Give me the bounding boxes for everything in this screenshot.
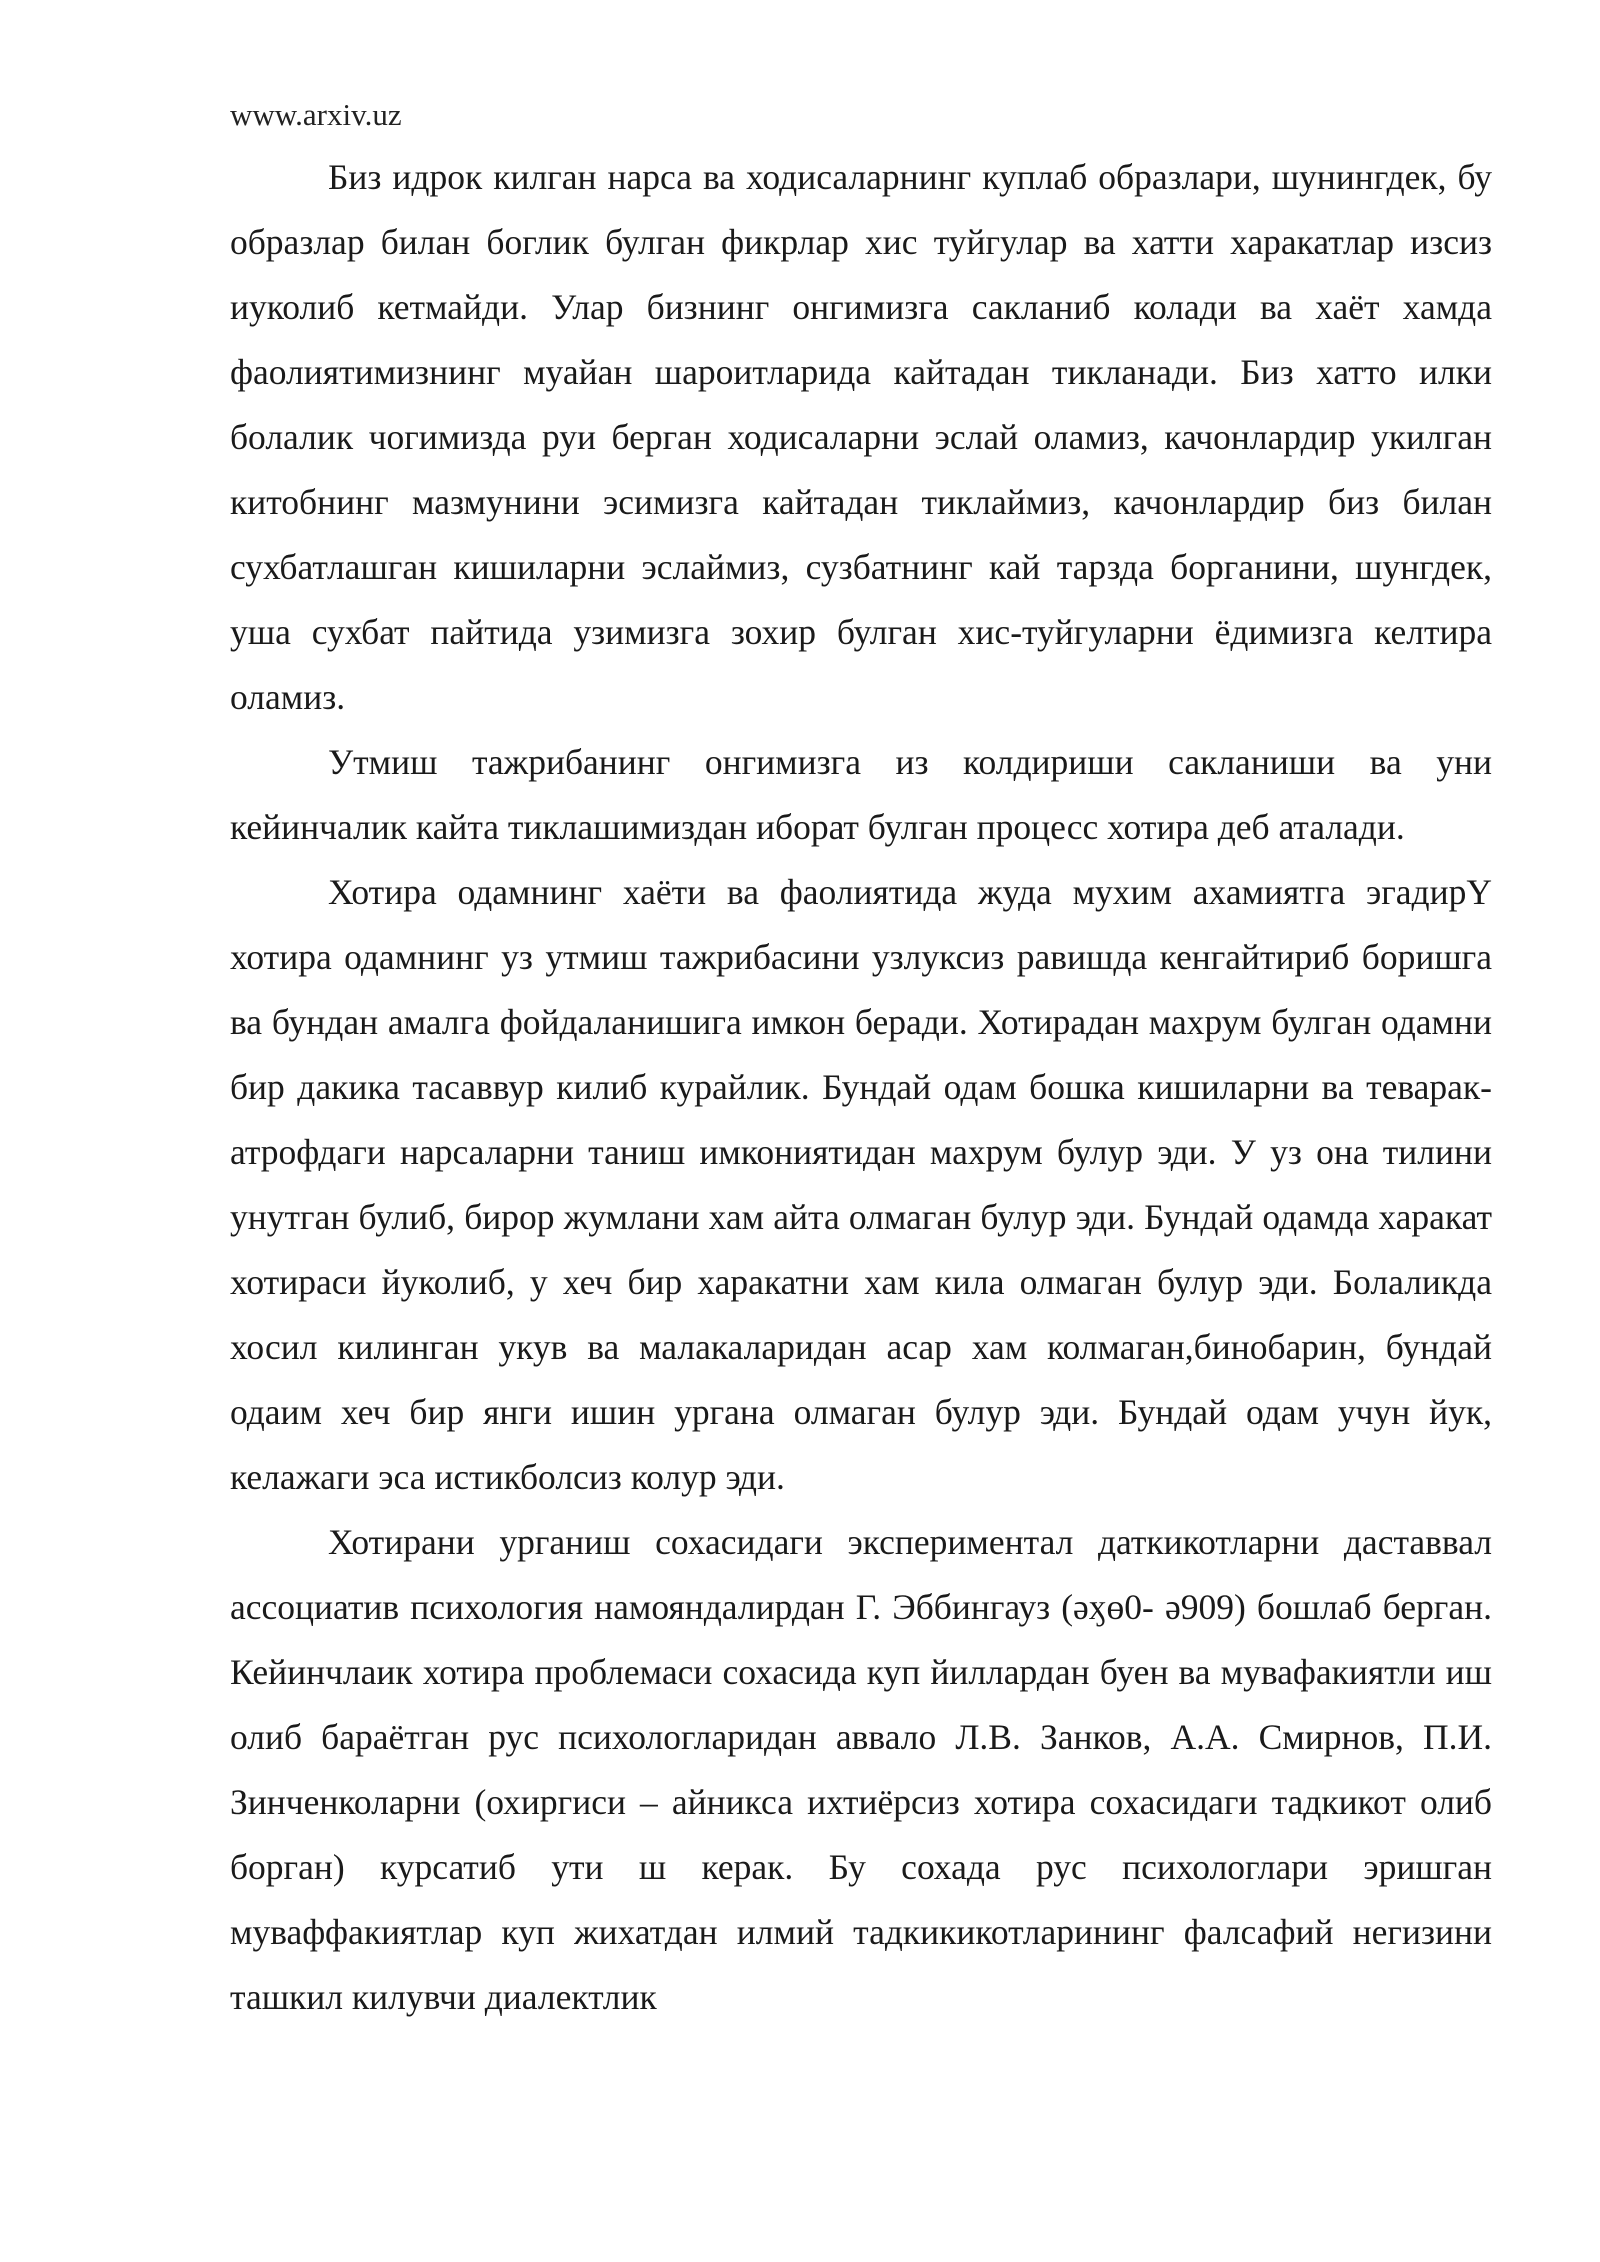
paragraph: Утмиш тажрибанинг онгимизга из колдириши сакланиши ва уни кейинчалик кайта тиклашимиздан иборат булган процесс хотира деб аталади. <box>230 742 1492 847</box>
paragraph: Хотирани урганиш сохасидаги экспериментал даткикотларни даставвал ассоциатив психология намояндалирдан Г. Эббингауз (əӽɵ0- ə909) бошлаб берган. Кейинчлаик хотира проблемаси сохасида куп йиллардан буен ва мувафакиятли иш олиб бараётган рус психологларидан аввало Л.В. Занков, А.А. Смирнов, П.И. Зинченколарни (охиргиси – айникса ихтиёрсиз хотира сохасидаги тадкикот олиб борган) курсатиб ути ш керак. Бу сохада рус психологлари эришган муваффакиятлар куп жихатдан илмий тадкикикотларининг фалсафий негизини ташкил килувчи диалектлик <box>230 1522 1492 2017</box>
source-url: www.arxiv.uz <box>230 97 402 132</box>
paragraph: Хотира одамнинг хаёти ва фаолиятида жуда мухим ахамиятга эгадирҮ хотира одамнинг уз утмиш тажрибасини узлуксиз равишда кенгайтириб боришга ва бундан амалга фойдаланишига имкон беради. Хотирадан махрум булган одамни бир дакика тасаввур килиб курайлик. Бундай одам бошка кишиларни ва теварак-атрофдаги нарсаларни таниш имкониятидан махрум булур эди. У уз она тилини унутган булиб, бирор жумлани хам айта олмаган булур эди. Бундай одамда харакат хотираси йуколиб, у хеч бир харакатни хам кила олмаган булур эди. Болаликда хосил килинган укув ва малакаларидан асар хам колмаган,бинобарин, бундай одаим хеч бир янги ишин ургана олмаган булур эди. Бундай одам учун йук, келажаги эса истикболсиз колур эди. <box>230 872 1492 1497</box>
paragraph: Биз идрок килган нарса ва ходисаларнинг куплаб образлари, шунингдек, бу образлар билан боглик булган фикрлар хис туйгулар ва хатти харакатлар изсиз иуколиб кетмайди. Улар бизнинг онгимизга сакланиб колади ва хаёт хамда фаолиятимизнинг муайан шароитларида кайтадан тикланади. Биз хатто илки болалик чогимизда руи берган ходисаларни эслай оламиз, качонлардир укилган китобнинг мазмунини эсимизга кайтадан тиклаймиз, качонлардир биз билан сухбатлашган кишиларни эслаймиз, сузбатнинг кай тарзда борганини, шунгдек, уша сухбат пайтида узимизга зохир булган хис-туйгуларни ёдимизга келтира оламиз. <box>230 157 1492 717</box>
document-body <box>230 145 1492 2030</box>
